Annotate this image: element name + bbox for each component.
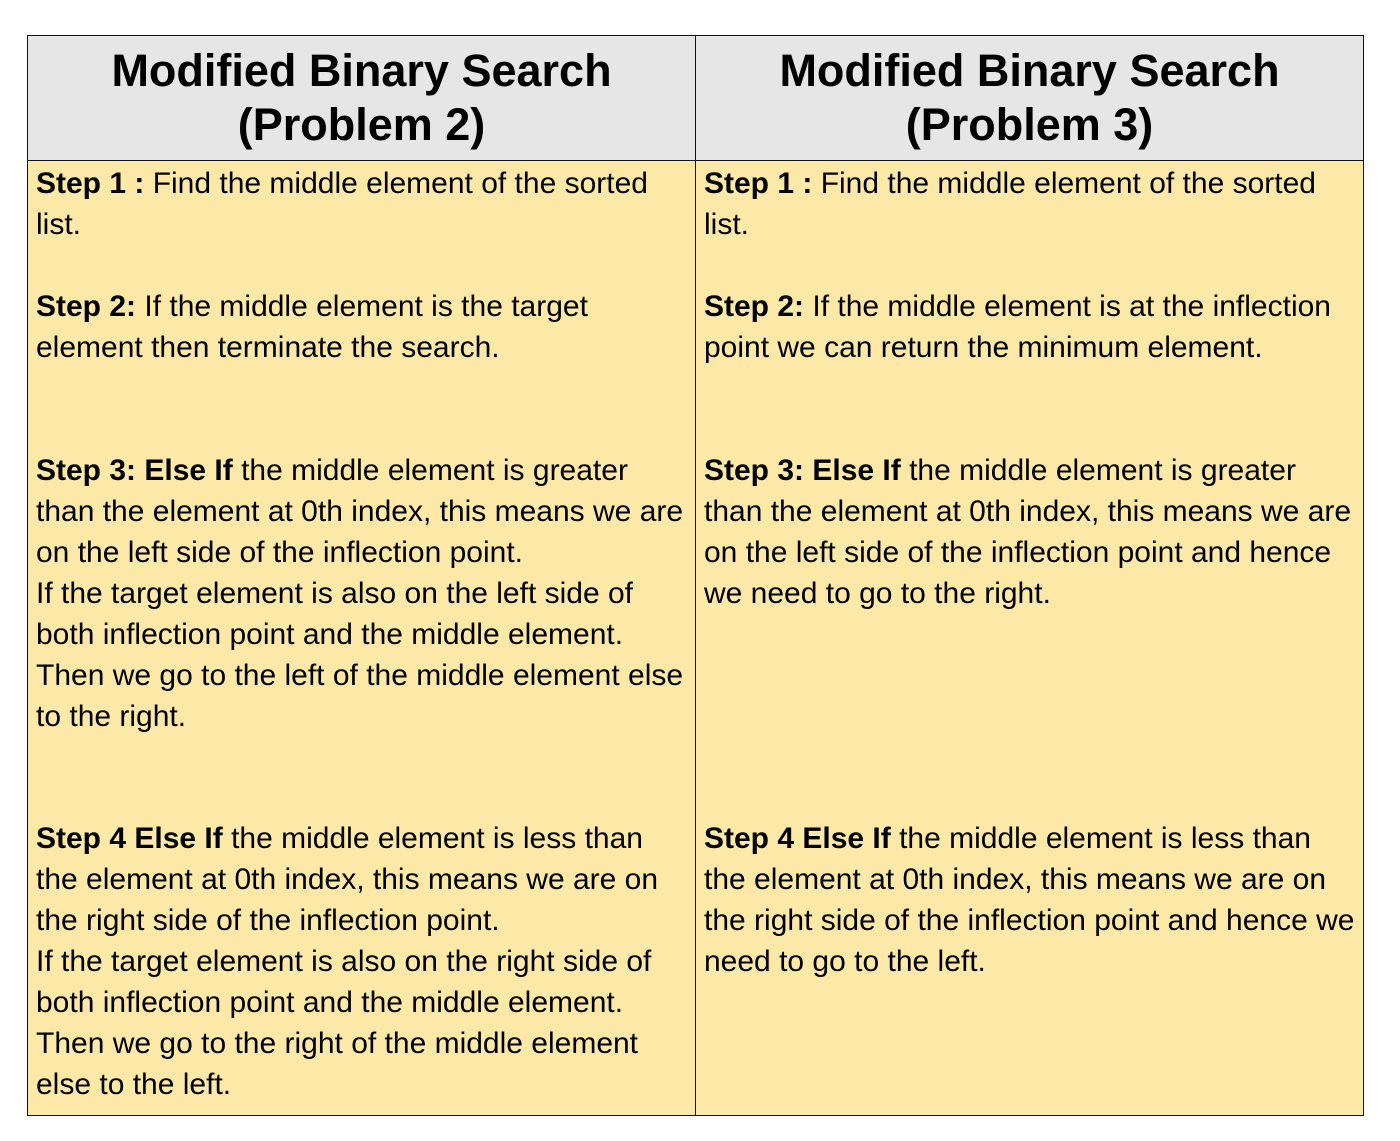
step-label: Step 2: (704, 290, 805, 323)
step-label: Step 1 : (704, 167, 813, 200)
step-text: Find the middle element of the sorted list. (36, 167, 648, 241)
header-problem-3 (696, 36, 1363, 160)
step-text: Find the middle element of the sorted list. (704, 167, 1316, 241)
step-3 (704, 450, 1357, 614)
step-label: Step 3: Else If (36, 454, 233, 487)
header-problem-2 (28, 36, 696, 160)
step-text: If the middle element is at the inflection point we can return the minimum element. (704, 290, 1331, 364)
header-title: Modified Binary Search (111, 45, 612, 96)
column-problem-3 (696, 161, 1363, 1115)
column-problem-2 (28, 161, 696, 1115)
header-title: Modified Binary Search (779, 45, 1280, 96)
comparison-table (27, 35, 1364, 1116)
header-subtitle: (Problem 3) (905, 99, 1154, 150)
step-text: the middle element is less than the element at 0th index, this means we are on the right side of the inflection point. If the target element is also on the right side of both inflection point and the middle element. Then we go to the right of the middle element else to the left. (36, 822, 659, 1101)
step-label: Step 1 : (36, 167, 145, 200)
table-body-row (28, 161, 1363, 1115)
step-label: Step 4 Else If (704, 822, 891, 855)
step-label: Step 2: (36, 290, 137, 323)
step-1 (36, 163, 689, 245)
table-header-row (28, 36, 1363, 161)
step-2 (704, 286, 1357, 368)
step-2 (36, 286, 689, 368)
step-3 (36, 450, 689, 737)
step-text: the middle element is greater than the element at 0th index, this means we are on the left side of the inflection point. If the target element is also on the left side of both inflection point and the middle element. Then we go to the left of the middle element else to the right. (36, 454, 684, 733)
step-1 (704, 163, 1357, 245)
step-label: Step 4 Else If (36, 822, 223, 855)
step-text: the middle element is greater than the element at 0th index, this means we are on the left side of the inflection point and hence we need to go to the right. (704, 454, 1352, 610)
step-text: the middle element is less than the element at 0th index, this means we are on the right side of the inflection point and hence we need to go to the left. (704, 822, 1355, 978)
step-text: If the middle element is the target element then terminate the search. (36, 290, 588, 364)
step-4 (704, 818, 1357, 982)
step-4 (36, 818, 689, 1105)
header-subtitle: (Problem 2) (237, 99, 486, 150)
step-label: Step 3: Else If (704, 454, 901, 487)
